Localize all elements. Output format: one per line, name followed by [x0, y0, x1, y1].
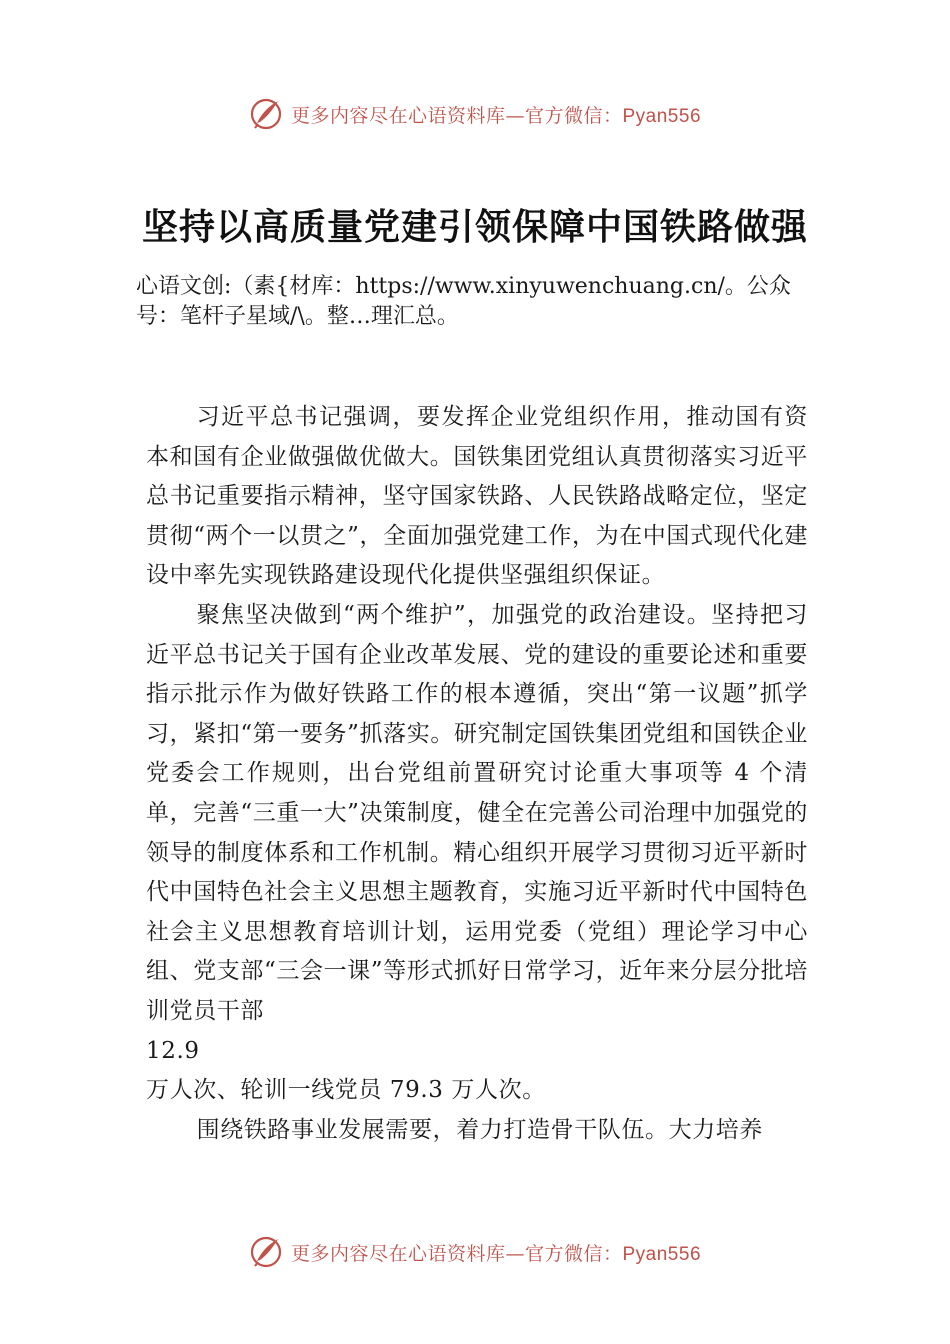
footer-banner-text: 更多内容尽在心语资料库—官方微信：Pyan556: [290, 1242, 702, 1265]
paragraph: 围绕铁路事业发展需要，着力打造骨干队伍。大力培养: [196, 1116, 763, 1143]
document-title: 坚持以高质量党建引领保障中国铁路做强: [141, 206, 808, 248]
source-line: 心语文创:（素{材库：https://www.xinyuwenchuang.cn/。公众号：笔杆子星域/\。整…理汇总。: [136, 274, 791, 329]
paragraph: 聚焦坚决做到“两个维护”，加强党的政治建设。坚持把习近平总书记关于国有企业改革发展、党的建设的重要论述和重要指示批示作为做好铁路工作的根本遵循，突出“第一议题”抓学习，紧扣“第一要务”抓落实。研究制定国铁集团党组和国铁企业党委会工作规则，出台党组前置研究讨论重大事项等 4 个清单，完善“三重一大”决策制度，健全在完善公司治理中加强党的领导的制度体系和工作机制。精心组织开展学习贯彻习近平新时代中国特色社会主义思想主题教育，实施习近平新时代中国特色社会主义思想教育培训计划，运用党委（党组）理论学习中心组、党支部“三会一课”等形式抓好日常学习，近年来分层分批培训党员干部: [146, 601, 808, 1024]
footer-banner: [0, 1232, 950, 1272]
paragraph: 12.9: [146, 1037, 200, 1064]
paragraph: 习近平总书记强调，要发挥企业党组织作用，推动国有资本和国有企业做强做优做大。国铁集团党组认真贯彻落实习近平总书记重要指示精神，坚守国家铁路、人民铁路战略定位，坚定贯彻“两个一以贯之”，全面加强党建工作，为在中国式现代化建设中率先实现铁路建设现代化提供坚强组织保证。: [146, 404, 808, 589]
header-banner-text: 更多内容尽在心语资料库—官方微信：Pyan556: [290, 104, 702, 127]
paragraph: 万人次、轮训一线党员 79.3 万人次。: [146, 1077, 546, 1104]
quill-pen-circle-icon: [249, 1235, 283, 1269]
document-body: [146, 398, 808, 1150]
header-banner: [0, 94, 950, 134]
quill-pen-circle-icon: [249, 97, 283, 131]
